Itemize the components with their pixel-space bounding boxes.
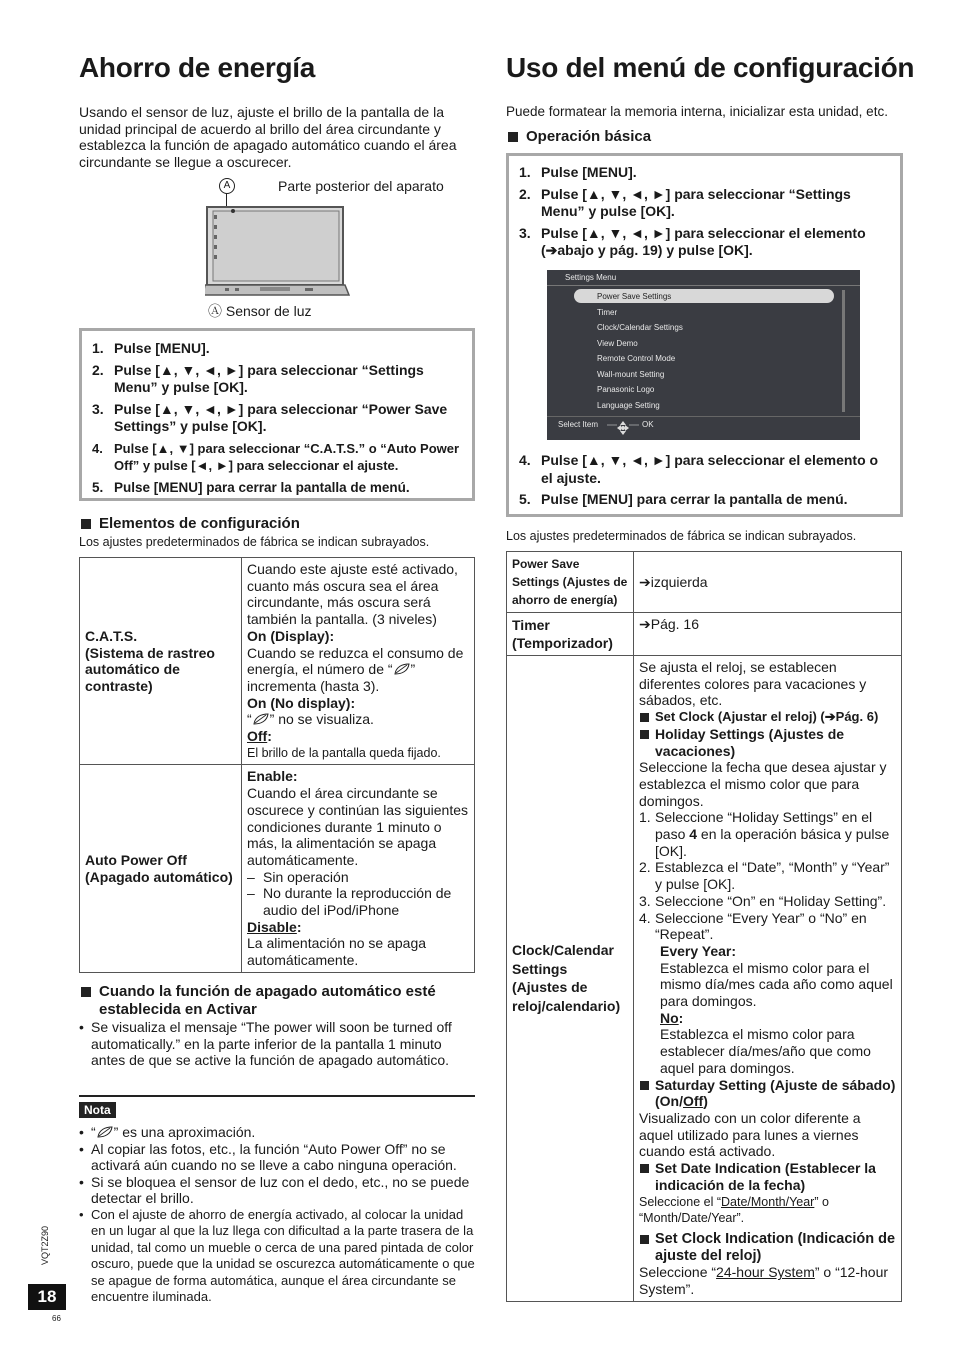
clock-value: Se ajusta el reloj, se establecen diferentes colores para vacaciones y sábados, etc. Set Clock (Ajustar el reloj) (➔Pág. 6) Holiday Settings (Ajustes de vacaciones) Seleccione la fecha que desea ajustar y establezca el mismo color que para domingos. 1. Seleccione “Holiday Settings” en el paso 4 en la operación básica y pulse [OK]. 2. Establezca el “Date”, “Month” y “Year” y pulse [OK]. 3. Seleccione “On” en “Holiday Setting”. 4. Seleccione “Every Year” o “No” en “Repeat”. Every Year: Establezca el mismo color para el mismo día/mes cada año como aquel para domingos. No: Establezca el mismo color para establecer día/mes/año que como aquel para domingos. Saturday Setting (Ajuste de sábado) (On/Off) Visualizado con un color diferente a aquel utilizado para lunes a viernes cuando está activado. Set Date Indication (Establecer la indicación de la fecha) Seleccione el “Date/Month/Year” o “Month/Date/Year”. Set Clock Indication (Indicación de ajuste del reloj) Seleccione “24-hour System” o “12-hour System”. [634, 656, 902, 1302]
step-item: 2. Pulse [▲, ▼, ◄, ►] para seleccionar “Settings Menu” y pulse [OK]. [92, 361, 424, 395]
list-item: • Se visualiza el mensaje “The power will soon be turned off automatically.” en la parte inferior de la pantalla 1 minuto antes de que se active la función de apagado automático. [79, 1019, 475, 1069]
nota-rule [79, 1095, 475, 1097]
left-title: Ahorro de energía [79, 52, 316, 83]
config-note: Los ajustes predeterminados de fábrica se indican subrayados. [79, 535, 430, 549]
right-intro: Puede formatear la memoria interna, inicializar esta unidad, etc. [506, 104, 888, 119]
menu-item-wall-mount[interactable]: Wall-mount Setting [597, 370, 665, 379]
menu-item-power-save[interactable]: Power Save Settings [597, 292, 672, 301]
list-item: • Al copiar las fotos, etc., la función “Auto Power Off” no se activará aún cuando no se lleve a cabo ninguna operación. [79, 1141, 475, 1174]
leaf-icon [96, 1126, 114, 1138]
menu-item-clock-calendar[interactable]: Clock/Calendar Settings [597, 323, 683, 332]
right-title: Uso del menú de configuración [506, 52, 915, 83]
leaf-icon [393, 663, 411, 675]
settings-menu-screen [547, 270, 860, 440]
nota-list [79, 1124, 475, 1306]
list-item: • “ ” es una aproximación. [79, 1124, 475, 1141]
table-row [507, 552, 902, 613]
menu-item-remote-control[interactable]: Remote Control Mode [597, 354, 676, 363]
list-item: • Con el ajuste de ahorro de energía activado, al colocar la unidad en un lugar al que la luz llega con dificultad a la parte trasera de la unidad, tal como un mueble o cerca de una pared pintada de color oscuro, puede que la unidad se oscurezca automáticamente o que se apague de forma automática, aunque el área circundante se encuentre iluminada. [79, 1207, 475, 1306]
menu-title: Settings Menu [565, 273, 617, 282]
sensor-marker [219, 178, 235, 194]
auto-off-heading: Cuando la función de apagado automático esté establecida en Activar [81, 983, 475, 1019]
power-save-key: Power Save Settings (Ajustes de ahorro de energía) [507, 552, 634, 613]
defaults-note: Los ajustes predeterminados de fábrica se indican subrayados. [506, 529, 857, 543]
step-item: 2. Pulse [▲, ▼, ◄, ►] para seleccionar “Settings Menu” y pulse [OK]. [519, 185, 851, 219]
leaf-icon [252, 713, 270, 725]
power-save-value: ➔izquierda [634, 552, 902, 613]
clock-key: Clock/Calendar Settings (Ajustes de reloj/calendario) [507, 656, 634, 1302]
step-item: 1. Pulse [MENU]. [519, 164, 637, 180]
square-bullet-icon [81, 519, 91, 529]
step-item: 5. Pulse [MENU] para cerrar la pantalla de menú. [519, 491, 848, 507]
step-item: 4. Pulse [▲, ▼] para seleccionar “C.A.T.S.” o “Auto Power Off” y pulse [◄, ►] para seleccionar el ajuste. [92, 440, 460, 473]
step-item: 3. Pulse [▲, ▼, ◄, ►] para seleccionar el elemento (➔abajo y pág. 19) y pulse [OK]. [519, 224, 866, 258]
timer-value: ➔Pág. 16 [634, 613, 902, 656]
list-item: • Si se bloquea el sensor de luz con el dedo, etc., no se puede detectar el brillo. [79, 1174, 475, 1207]
cats-value: Cuando este ajuste esté activado, cuanto más oscura sea el área circundante, más oscura será también la pantalla. (3 niveles) On (Display): Cuando se reduzca el consumo de energía, el número de “ ” incrementa (hasta 3). On (No display): “ ” no se visualiza. Off: El brillo de la pantalla queda fijado. [242, 558, 475, 765]
settings-table [506, 551, 902, 1302]
menu-item-panasonic-logo[interactable]: Panasonic Logo [597, 385, 655, 394]
apo-value: Enable: Cuando el área circundante se oscurece y continúan las siguientes condiciones durante 1 minuto o más, la alimentación se apaga automáticamente. – Sin operación – No durante la reproducción de audio del iPod/iPhone Disable: La alimentación no se apaga automáticamente. [242, 765, 475, 972]
page-code: VQT2Z90 [40, 1225, 50, 1265]
square-bullet-icon [81, 987, 91, 997]
page-number: 18 [28, 1284, 66, 1310]
step-item: 5. Pulse [MENU] para cerrar la pantalla de menú. [92, 479, 410, 495]
page-small: 66 [52, 1314, 61, 1323]
device-figure [205, 175, 475, 319]
table-row [507, 613, 902, 656]
caption-back: Parte posterior del aparato [278, 178, 444, 194]
cats-key: C.A.T.S. (Sistema de rastreo automático de contraste) [80, 558, 242, 765]
config-heading: Elementos de configuración [81, 515, 300, 532]
menu-scrollbar[interactable] [842, 290, 845, 412]
auto-off-list [79, 1019, 475, 1069]
table-row [80, 765, 475, 972]
dpad-icon [607, 420, 639, 436]
left-steps-list [92, 340, 462, 496]
menu-title-rule [547, 285, 860, 286]
menu-footer-rule [547, 416, 860, 417]
table-row [80, 558, 475, 765]
apo-key: Auto Power Off (Apagado automático) [80, 765, 242, 972]
right-steps-list-a [519, 164, 890, 260]
caption-sensor: Ⓐ Sensor de luz [208, 303, 312, 319]
left-steps-box [79, 328, 475, 501]
timer-key: Timer (Temporizador) [507, 613, 634, 656]
right-steps-list-b [519, 452, 891, 513]
menu-footer-select: Select Item [558, 420, 599, 429]
step-item: 1. Pulse [MENU]. [92, 340, 210, 356]
table-row [507, 656, 902, 1302]
basic-op-heading: Operación básica [508, 128, 651, 145]
left-intro: Usando el sensor de luz, ajuste el brillo de la pantalla de la unidad principal de acuerdo al brillo del área circundante y establezca la función de apagado automático cuando el área circundante se llegue a oscurecer. [79, 104, 457, 170]
menu-item-language[interactable]: Language Setting [597, 401, 660, 410]
step-item: 4. Pulse [▲, ▼, ◄, ►] para seleccionar el elemento o el ajuste. [519, 452, 879, 486]
device-back-illustration [205, 205, 350, 300]
sensor-marker-letter: A [223, 180, 231, 191]
config-table [79, 557, 475, 973]
step-item: 3. Pulse [▲, ▼, ◄, ►] para seleccionar “Power Save Settings” y pulse [OK]. [92, 400, 448, 434]
menu-footer-ok: OK [642, 420, 654, 429]
nota-label: Nota [79, 1102, 116, 1118]
square-bullet-icon [508, 132, 518, 142]
menu-item-timer[interactable]: Timer [597, 308, 618, 317]
menu-item-view-demo[interactable]: View Demo [597, 339, 638, 348]
